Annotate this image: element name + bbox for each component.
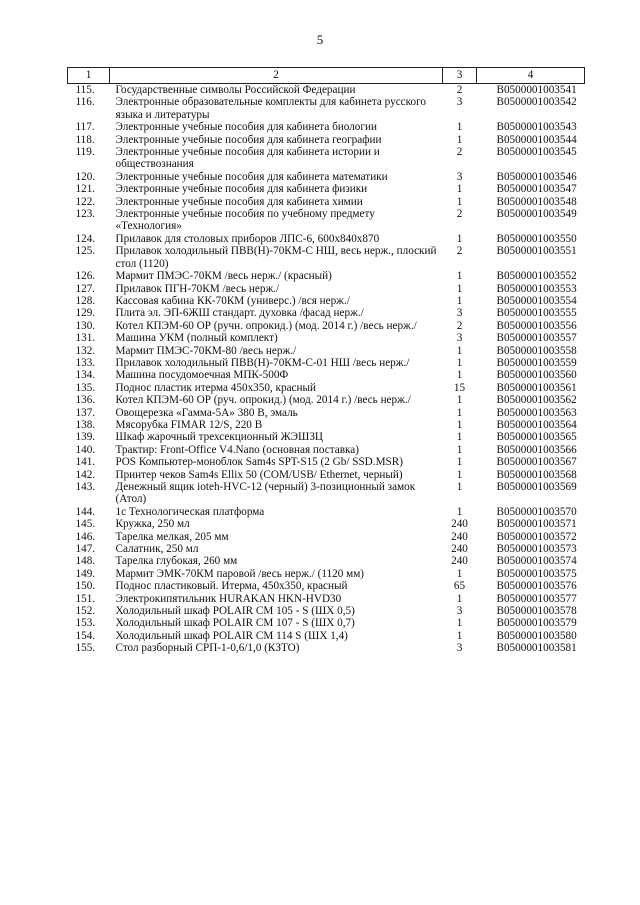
item-quantity: 15 (453, 381, 466, 394)
inventory-code: В0500001003575 (496, 567, 577, 580)
table-body (68, 84, 585, 655)
table-row (68, 295, 585, 307)
table-row (68, 121, 585, 133)
item-name: Стол разборный СРП-1-0,6/1,0 (КЗТО) (115, 642, 300, 655)
item-name: Машина посудомоечная МПК-500Ф (115, 369, 289, 382)
table-row (68, 481, 585, 506)
table-row (68, 630, 585, 642)
table-row (68, 134, 585, 146)
inventory-code: В0500001003576 (496, 580, 577, 593)
item-name: Шкаф жарочный трехсекционный ЖЭШЗЦ (115, 431, 324, 444)
row-number: 131. (75, 332, 96, 345)
item-quantity: 1 (456, 443, 463, 456)
item-quantity: 3 (456, 170, 463, 183)
item-quantity: 1 (456, 133, 463, 146)
item-name: Государственные символы Российской Федерации (115, 84, 356, 96)
inventory-code: В0500001003568 (496, 468, 577, 481)
row-number: 130. (75, 319, 96, 332)
item-quantity: 240 (451, 518, 468, 531)
table-row (68, 580, 585, 592)
row-number: 128. (75, 294, 96, 307)
table-row (68, 96, 585, 121)
item-name: Электронные учебные пособия для кабинета физики (115, 183, 368, 196)
item-quantity: 1 (456, 356, 463, 369)
table-row (68, 382, 585, 394)
table-row (68, 605, 585, 617)
item-quantity: 240 (451, 530, 468, 543)
item-quantity: 1 (456, 431, 463, 444)
inventory-code: В0500001003547 (496, 183, 577, 196)
row-number: 137. (75, 406, 96, 419)
header-col-3: 3 (443, 68, 477, 84)
item-name: 1с Технологическая платформа (115, 505, 265, 518)
item-name: Машина УКМ (полный комплект) (115, 332, 278, 345)
inventory-code: В0500001003549 (496, 208, 577, 221)
item-quantity: 1 (456, 294, 463, 307)
table-row (68, 270, 585, 282)
item-quantity: 2 (456, 319, 463, 332)
inventory-code: В0500001003570 (496, 505, 577, 518)
row-number: 134. (75, 369, 96, 382)
row-number: 116. (75, 96, 95, 109)
inventory-code: В0500001003544 (496, 133, 577, 146)
row-number: 133. (75, 356, 96, 369)
table-row (68, 84, 585, 97)
item-name: Электронные учебные пособия для кабинета географии (115, 133, 382, 146)
item-quantity: 1 (456, 344, 463, 357)
item-quantity: 1 (456, 406, 463, 419)
row-number: 129. (75, 307, 96, 320)
item-quantity: 240 (451, 543, 468, 556)
table-row (68, 568, 585, 580)
item-quantity: 1 (456, 394, 463, 407)
inventory-code: В0500001003542 (496, 96, 577, 109)
item-name: Плита эл. ЭП-6ЖШ стандарт. духовка /фасад нерж./ (115, 307, 364, 320)
table-row (68, 208, 585, 233)
item-name: Мармит ЭМК-70КМ паровой /весь нерж./ (1120 мм) (115, 567, 365, 580)
row-number: 154. (75, 629, 96, 642)
table-row (68, 506, 585, 518)
row-number: 121. (75, 183, 96, 196)
header-col-2: 2 (110, 68, 443, 84)
row-number: 150. (75, 580, 96, 593)
item-quantity: 65 (453, 580, 466, 593)
item-name: Электронные образовательные комплекты для кабинета русского языка и литературы (115, 96, 427, 121)
row-number: 152. (75, 605, 96, 618)
row-number: 124. (75, 232, 96, 245)
inventory-code: В0500001003545 (496, 146, 577, 159)
item-quantity: 3 (456, 96, 463, 109)
inventory-code: В0500001003580 (496, 629, 577, 642)
item-name: Холодильный шкаф POLAIR СМ 114 S (ШХ 1,4) (115, 629, 348, 642)
item-quantity: 2 (456, 245, 463, 258)
table-row (68, 617, 585, 629)
item-name: Котел КПЭМ-60 ОР (руч. опрокид.) (мод. 2014 г.) /весь нерж./ (115, 394, 411, 407)
inventory-code: В0500001003555 (496, 307, 577, 320)
row-number: 127. (75, 282, 96, 295)
row-number: 125. (75, 245, 96, 258)
inventory-code: В0500001003546 (496, 170, 577, 183)
item-name: Поднос пластиковый. Итерма, 450x350, красный (115, 580, 348, 593)
row-number: 132. (75, 344, 96, 357)
item-name: Овощерезка «Гамма-5А» 380 В, эмаль (115, 406, 298, 419)
item-quantity: 2 (456, 208, 463, 221)
item-name: POS Компьютер-моноблок Sam4s SPT-S15 (2 Gb/ SSD.MSR) (115, 456, 403, 469)
item-name: Кассовая кабина КК-70КМ (универс.) /вся нерж./ (115, 294, 350, 307)
table-row (68, 444, 585, 456)
item-name: Мясорубка FIMAR 12/S, 220 В (115, 418, 263, 431)
inventory-code: В0500001003559 (496, 356, 577, 369)
table-row (68, 369, 585, 381)
item-name: Электронные учебные пособия для кабинета истории и обществознания (115, 146, 380, 171)
row-number: 141. (75, 456, 96, 469)
row-number: 151. (75, 592, 96, 605)
row-number: 143. (75, 481, 96, 493)
row-number: 140. (75, 443, 96, 456)
row-number: 118. (75, 133, 95, 146)
table-row (68, 320, 585, 332)
row-number: 123. (75, 208, 96, 221)
table-row (68, 642, 585, 654)
item-quantity: 3 (456, 605, 463, 618)
inventory-code: В0500001003552 (496, 270, 577, 283)
item-quantity: 1 (456, 418, 463, 431)
item-quantity: 2 (456, 146, 463, 159)
item-name: Принтер чеков Sam4s Ellix 50 (COM/USB/ Ethernet, черный) (115, 468, 403, 481)
table-row (68, 183, 585, 195)
table-row (68, 233, 585, 245)
inventory-code: В0500001003561 (496, 381, 577, 394)
table-row (68, 332, 585, 344)
header-col-4: 4 (477, 68, 585, 84)
item-name: Электронные учебные пособия для кабинета биологии (115, 121, 377, 134)
item-quantity: 3 (456, 642, 463, 655)
row-number: 135. (75, 381, 96, 394)
inventory-code: В0500001003564 (496, 418, 577, 431)
item-quantity: 1 (456, 369, 463, 382)
item-name: Электронные учебные пособия по учебному предмету «Технология» (115, 208, 375, 233)
row-number: 117. (75, 121, 95, 134)
row-number: 115. (75, 84, 95, 96)
item-name: Тарелка мелкая, 205 мм (115, 530, 229, 543)
row-number: 119. (75, 146, 95, 159)
item-quantity: 1 (456, 270, 463, 283)
item-quantity: 1 (456, 617, 463, 630)
row-number: 153. (75, 617, 96, 630)
row-number: 147. (75, 543, 96, 556)
item-name: Котел КПЭМ-60 ОР (ручн. опрокид.) (мод. 2014 г.) /весь нерж./ (115, 319, 417, 332)
inventory-code: В0500001003554 (496, 294, 577, 307)
item-name: Холодильный шкаф POLAIR СМ 107 - S (ШХ 0,7) (115, 617, 355, 630)
item-name: Салатник, 250 мл (115, 543, 199, 556)
row-number: 122. (75, 195, 96, 208)
inventory-code: В0500001003566 (496, 443, 577, 456)
table-row (68, 469, 585, 481)
inventory-code: В0500001003560 (496, 369, 577, 382)
inventory-code: В0500001003572 (496, 530, 577, 543)
table-row (68, 146, 585, 171)
row-number: 142. (75, 468, 96, 481)
table-row (68, 407, 585, 419)
table-row (68, 394, 585, 406)
row-number: 120. (75, 170, 96, 183)
item-name: Трактир: Front-Office V4.Nano (основная поставка) (115, 443, 359, 456)
inventory-code: В0500001003563 (496, 406, 577, 419)
row-number: 139. (75, 431, 96, 444)
item-name: Прилавок холодильный ПВВ(Н)-70КМ-С НШ, весь нерж., плоский стол (1120) (115, 245, 437, 270)
item-name: Кружка, 250 мл (115, 518, 190, 531)
row-number: 155. (75, 642, 96, 655)
item-name: Прилавок для столовых приборов ЛПС-6, 600x840x870 (115, 232, 380, 245)
inventory-code: В0500001003574 (496, 555, 577, 568)
item-name: Прилавок ПГН-70КМ /весь нерж./ (115, 282, 280, 295)
table-row (68, 518, 585, 530)
inventory-code: В0500001003571 (496, 518, 577, 531)
table-row (68, 357, 585, 369)
item-quantity: 1 (456, 195, 463, 208)
inventory-code: В0500001003543 (496, 121, 577, 134)
row-number: 144. (75, 505, 96, 518)
table-row (68, 456, 585, 468)
inventory-code: В0500001003557 (496, 332, 577, 345)
item-name: Холодильный шкаф POLAIR СМ 105 - S (ШХ 0,5) (115, 605, 355, 618)
item-name: Мармит ПМЭС-70КМ-80 /весь нерж./ (115, 344, 297, 357)
item-quantity: 1 (456, 481, 463, 493)
item-quantity: 1 (456, 629, 463, 642)
table-header (68, 68, 585, 84)
inventory-code: В0500001003569 (496, 481, 577, 493)
item-quantity: 1 (456, 121, 463, 134)
item-quantity: 1 (456, 456, 463, 469)
table-row (68, 431, 585, 443)
item-name: Электронные учебные пособия для кабинета химии (115, 195, 363, 208)
item-quantity: 1 (456, 505, 463, 518)
table-row (68, 345, 585, 357)
inventory-code: В0500001003551 (496, 245, 577, 258)
table-row (68, 555, 585, 567)
item-quantity: 3 (456, 332, 463, 345)
row-number: 149. (75, 567, 96, 580)
inventory-code: В0500001003567 (496, 456, 577, 469)
item-quantity: 2 (456, 84, 463, 96)
item-quantity: 1 (456, 567, 463, 580)
row-number: 146. (75, 530, 96, 543)
row-number: 138. (75, 418, 96, 431)
inventory-code: В0500001003581 (496, 642, 577, 655)
item-quantity: 1 (456, 232, 463, 245)
inventory-table (67, 67, 585, 655)
item-name: Электрокипятильник HURAKAN HKN-HVD30 (115, 592, 342, 605)
row-number: 126. (75, 270, 96, 283)
item-name: Мармит ПМЭС-70КМ /весь нерж./ (красный) (115, 270, 332, 283)
item-quantity: 1 (456, 282, 463, 295)
inventory-code: В0500001003579 (496, 617, 577, 630)
inventory-code: В0500001003548 (496, 195, 577, 208)
table-row (68, 307, 585, 319)
header-row (68, 68, 585, 84)
inventory-code: В0500001003558 (496, 344, 577, 357)
table-row (68, 283, 585, 295)
item-name: Прилавок холодильный ПВВ(Н)-70КМ-С-01 НШ /весь нерж./ (115, 356, 410, 369)
page-number: 5 (316, 32, 324, 47)
item-name: Электронные учебные пособия для кабинета математики (115, 170, 388, 183)
item-name: Поднос пластик итерма 450x350, красный (115, 381, 317, 394)
table-row (68, 245, 585, 270)
item-quantity: 3 (456, 307, 463, 320)
row-number: 136. (75, 394, 96, 407)
inventory-code: В0500001003573 (496, 543, 577, 556)
table-row (68, 419, 585, 431)
item-name: Тарелка глубокая, 260 мм (115, 555, 238, 568)
inventory-code: В0500001003565 (496, 431, 577, 444)
item-quantity: 240 (451, 555, 468, 568)
inventory-code: В0500001003553 (496, 282, 577, 295)
table-row (68, 593, 585, 605)
item-name: Денежный ящик ioteh-HVC-12 (черный) 3-позиционный замок (Атол) (115, 481, 416, 506)
inventory-code: В0500001003562 (496, 394, 577, 407)
table-row (68, 543, 585, 555)
inventory-code: В0500001003550 (496, 232, 577, 245)
inventory-code: В0500001003578 (496, 605, 577, 618)
item-quantity: 1 (456, 468, 463, 481)
inventory-code: В0500001003577 (496, 592, 577, 605)
item-quantity: 1 (456, 592, 463, 605)
table-row (68, 196, 585, 208)
table-row (68, 531, 585, 543)
row-number: 145. (75, 518, 96, 531)
item-quantity: 1 (456, 183, 463, 196)
inventory-code: В0500001003541 (496, 84, 577, 96)
row-number: 148. (75, 555, 96, 568)
header-col-1: 1 (68, 68, 110, 84)
inventory-code: В0500001003556 (496, 319, 577, 332)
table-row (68, 171, 585, 183)
